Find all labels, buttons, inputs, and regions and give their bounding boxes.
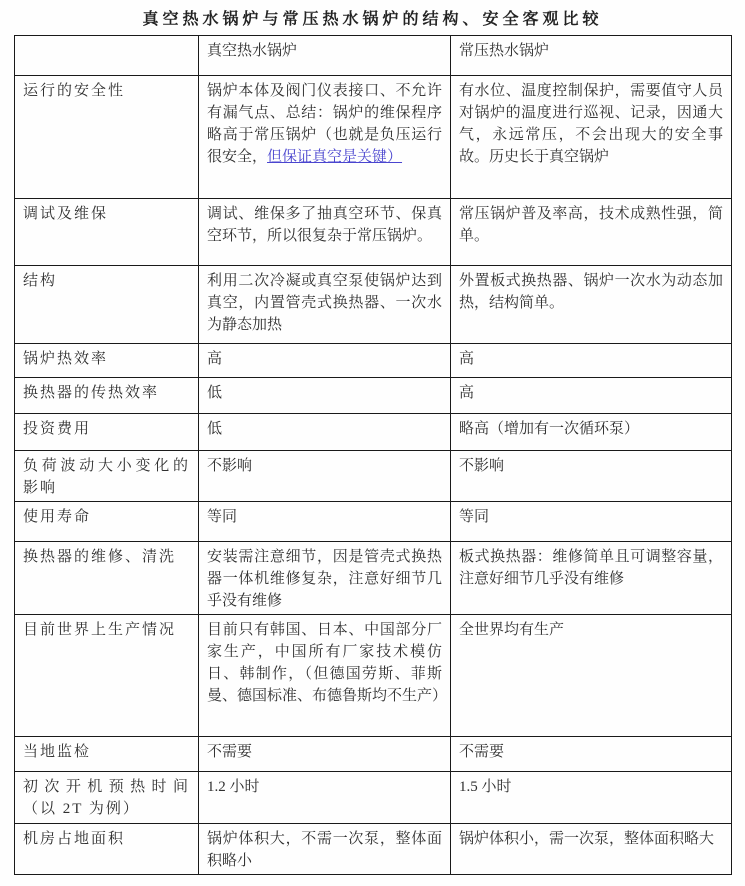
column-header-vacuum-boiler: 真空热水锅炉: [199, 36, 451, 76]
vacuum-cell: 1.2 小时: [199, 772, 451, 824]
atmospheric-cell: 有水位、温度控制保护，需要值守人员对锅炉的温度进行巡视、记录，因通大气，永远常压，不会出现大的安全事故。历史长于真空锅炉: [451, 76, 732, 199]
table-row: [15, 772, 732, 824]
vacuum-cell: 高: [199, 344, 451, 378]
table-row: [15, 199, 732, 266]
table-row: [15, 344, 732, 378]
vacuum-cell: 等同: [199, 502, 451, 542]
vacuum-cell: [199, 76, 451, 199]
vacuum-cell-text: 锅炉本体及阀门仪表接口、不允许有漏气点、总结：锅炉的维保程序略高于常压锅炉（也就是负压运行很安全，: [207, 83, 442, 165]
vacuum-cell: 锅炉体积大，不需一次泵，整体面积略小: [199, 824, 451, 875]
atmospheric-cell: 1.5 小时: [451, 772, 732, 824]
atmospheric-cell: 板式换热器：维修简单且可调整容量，注意好细节几乎没有维修: [451, 542, 732, 615]
row-label: 初次开机预热时间（以 2T 为例）: [15, 772, 199, 824]
atmospheric-cell: 高: [451, 378, 732, 414]
row-label: 锅炉热效率: [15, 344, 199, 378]
row-label: 换热器的维修、清洗: [15, 542, 199, 615]
table-row: [15, 378, 732, 414]
table-row: [15, 266, 732, 344]
vacuum-cell: 不影响: [199, 451, 451, 502]
row-label: 投资费用: [15, 414, 199, 451]
table-row: [15, 615, 732, 737]
table-row: [15, 824, 732, 875]
vacuum-cell: 低: [199, 414, 451, 451]
column-header-atmospheric-boiler: 常压热水锅炉: [451, 36, 732, 76]
atmospheric-cell: 锅炉体积小，需一次泵，整体面积略大: [451, 824, 732, 875]
table-row: [15, 502, 732, 542]
row-label: 结构: [15, 266, 199, 344]
page-title: 真空热水锅炉与常压热水锅炉的结构、安全客观比较: [142, 11, 603, 28]
atmospheric-cell: 高: [451, 344, 732, 378]
row-label: 负荷波动大小变化的影响: [15, 451, 199, 502]
vacuum-cell: 利用二次冷凝或真空泵使锅炉达到真空，内置管壳式换热器、一次水为静态加热: [199, 266, 451, 344]
atmospheric-cell: 略高（增加有一次循环泵）: [451, 414, 732, 451]
vacuum-cell: 安装需注意细节，因是管壳式换热器一体机维修复杂，注意好细节几乎没有维修: [199, 542, 451, 615]
comparison-table: [14, 35, 732, 875]
vacuum-cell: 低: [199, 378, 451, 414]
row-label: 机房占地面积: [15, 824, 199, 875]
row-label: 目前世界上生产情况: [15, 615, 199, 737]
table-row: [15, 76, 732, 199]
atmospheric-cell: 外置板式换热器、锅炉一次水为动态加热，结构简单。: [451, 266, 732, 344]
atmospheric-cell: 不需要: [451, 737, 732, 772]
vacuum-cell: 不需要: [199, 737, 451, 772]
table-row: [15, 414, 732, 451]
vacuum-cell: 调试、维保多了抽真空环节、保真空环节，所以很复杂于常压锅炉。: [199, 199, 451, 266]
table-row: [15, 737, 732, 772]
atmospheric-cell: 不影响: [451, 451, 732, 502]
header-row: [15, 36, 732, 76]
atmospheric-cell: 全世界均有生产: [451, 615, 732, 737]
vacuum-cell: 目前只有韩国、日本、中国部分厂家生产，中国所有厂家技术模仿日、韩制作，（但德国劳斯、菲斯曼、德国标准、布德鲁斯均不生产）: [199, 615, 451, 737]
row-label: 运行的安全性: [15, 76, 199, 199]
table-row: [15, 542, 732, 615]
row-label: 当地监检: [15, 737, 199, 772]
atmospheric-cell: 常压锅炉普及率高，技术成熟性强，简单。: [451, 199, 732, 266]
row-label: 调试及维保: [15, 199, 199, 266]
row-label: 使用寿命: [15, 502, 199, 542]
column-header-blank: [15, 36, 199, 76]
atmospheric-cell: 等同: [451, 502, 732, 542]
table-row: [15, 451, 732, 502]
row-label: 换热器的传热效率: [15, 378, 199, 414]
vacuum-key-link[interactable]: 但保证真空是关键）: [267, 149, 403, 165]
